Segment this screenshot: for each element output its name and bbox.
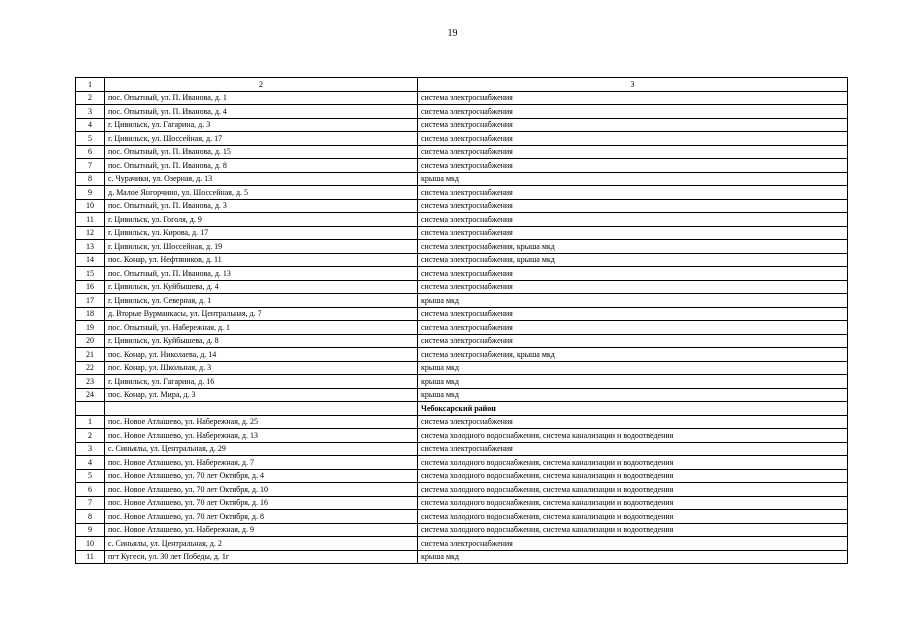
row-address: г. Цивильск, ул. Шоссейная, д. 19 <box>105 240 418 254</box>
table-row <box>76 375 848 389</box>
row-address: пос. Новое Атлашево, ул. 70 лет Октября, д. 4 <box>105 469 418 483</box>
row-system: система электроснабжения <box>418 442 848 456</box>
row-address: г. Цивильск, ул. Шоссейная, д. 17 <box>105 132 418 146</box>
table-row <box>76 550 848 564</box>
row-number: 5 <box>76 132 105 146</box>
page-number: 19 <box>447 28 458 39</box>
row-system: система электроснабжения <box>418 199 848 213</box>
table-row <box>76 496 848 510</box>
row-system: система электроснабжения <box>418 537 848 551</box>
table-row <box>76 226 848 240</box>
row-system: система электроснабжения <box>418 213 848 227</box>
row-system: крыша мкд <box>418 375 848 389</box>
table-row <box>76 213 848 227</box>
table-row <box>76 537 848 551</box>
row-number: 6 <box>76 483 105 497</box>
row-address: пос. Новое Атлашево, ул. Набережная, д. 7 <box>105 456 418 470</box>
row-address: пос. Опытный, ул. П. Иванова, д. 3 <box>105 199 418 213</box>
section-title: Чебоксарский район <box>418 402 848 416</box>
table-row <box>76 510 848 524</box>
row-system: крыша мкд <box>418 388 848 402</box>
column-header-address: 2 <box>105 78 418 92</box>
row-address: пос. Новое Атлашево, ул. Набережная, д. 13 <box>105 429 418 443</box>
row-number: 19 <box>76 321 105 335</box>
row-system: система электроснабжения <box>418 321 848 335</box>
row-number: 18 <box>76 307 105 321</box>
row-number: 9 <box>76 523 105 537</box>
row-system: система электроснабжения <box>418 145 848 159</box>
row-address: пос. Опытный, ул. П. Иванова, д. 15 <box>105 145 418 159</box>
row-number: 21 <box>76 348 105 362</box>
row-number: 1 <box>76 415 105 429</box>
row-system: система электроснабжения <box>418 105 848 119</box>
table-row <box>76 483 848 497</box>
row-address: г. Цивильск, ул. Гагарина, д. 3 <box>105 118 418 132</box>
row-address: пос. Конар, ул. Мира, д. 3 <box>105 388 418 402</box>
table-body <box>76 91 848 564</box>
row-address: пос. Новое Атлашево, ул. 70 лет Октября, д. 8 <box>105 510 418 524</box>
row-address: пгт Кугеси, ул. 30 лет Победы, д. 1г <box>105 550 418 564</box>
row-number: 8 <box>76 510 105 524</box>
row-address: г. Цивильск, ул. Гагарина, д. 16 <box>105 375 418 389</box>
row-system: система холодного водоснабжения, система канализации и водоотведения <box>418 456 848 470</box>
row-number: 15 <box>76 267 105 281</box>
row-system: система электроснабжения <box>418 415 848 429</box>
table-row <box>76 361 848 375</box>
row-system: система электроснабжения, крыша мкд <box>418 348 848 362</box>
row-address: пос. Новое Атлашево, ул. Набережная, д. 9 <box>105 523 418 537</box>
row-system: система электроснабжения <box>418 91 848 105</box>
row-number: 4 <box>76 456 105 470</box>
row-system: система холодного водоснабжения, система канализации и водоотведения <box>418 496 848 510</box>
row-number: 23 <box>76 375 105 389</box>
table-row <box>76 469 848 483</box>
table-row <box>76 253 848 267</box>
row-number: 24 <box>76 388 105 402</box>
row-number: 11 <box>76 213 105 227</box>
row-system: система холодного водоснабжения, система канализации и водоотведения <box>418 483 848 497</box>
table-row <box>76 415 848 429</box>
row-number: 8 <box>76 172 105 186</box>
row-address: пос. Опытный, ул. П. Иванова, д. 1 <box>105 91 418 105</box>
table-row <box>76 388 848 402</box>
section-row <box>76 402 848 416</box>
row-number: 6 <box>76 145 105 159</box>
row-address: г. Цивильск, ул. Кирова, д. 17 <box>105 226 418 240</box>
row-system: система электроснабжения <box>418 132 848 146</box>
table-row <box>76 145 848 159</box>
row-system: система холодного водоснабжения, система канализации и водоотведения <box>418 429 848 443</box>
row-address: д. Малое Янгорчино, ул. Шоссейная, д. 5 <box>105 186 418 200</box>
row-system: крыша мкд <box>418 294 848 308</box>
row-number: 12 <box>76 226 105 240</box>
table-row <box>76 442 848 456</box>
row-address: с. Синьялы, ул. Центральная, д. 2 <box>105 537 418 551</box>
row-address: пос. Новое Атлашево, ул. 70 лет Октября, д. 10 <box>105 483 418 497</box>
row-system: система электроснабжения, крыша мкд <box>418 253 848 267</box>
table-row <box>76 307 848 321</box>
row-address: пос. Конар, ул. Нефтяников, д. 11 <box>105 253 418 267</box>
row-address: г. Цивильск, ул. Северная, д. 1 <box>105 294 418 308</box>
row-number: 20 <box>76 334 105 348</box>
table-row <box>76 294 848 308</box>
table-row <box>76 523 848 537</box>
table-header-row <box>76 78 848 92</box>
row-address: пос. Опытный, ул. П. Иванова, д. 4 <box>105 105 418 119</box>
table-row <box>76 105 848 119</box>
row-number: 11 <box>76 550 105 564</box>
table-row <box>76 334 848 348</box>
row-address: г. Цивильск, ул. Гоголя, д. 9 <box>105 213 418 227</box>
table-row <box>76 159 848 173</box>
table-row <box>76 280 848 294</box>
row-system: система электроснабжения <box>418 280 848 294</box>
row-system: система электроснабжения <box>418 307 848 321</box>
row-number: 9 <box>76 186 105 200</box>
table-row <box>76 172 848 186</box>
table-row <box>76 186 848 200</box>
row-number: 10 <box>76 537 105 551</box>
row-number: 7 <box>76 159 105 173</box>
section-empty-cell <box>76 402 105 416</box>
row-system: система холодного водоснабжения, система канализации и водоотведения <box>418 523 848 537</box>
table-row <box>76 348 848 362</box>
table-row <box>76 267 848 281</box>
column-header-number: 1 <box>76 78 105 92</box>
row-address: пос. Опытный, ул. Набережная, д. 1 <box>105 321 418 335</box>
row-system: система электроснабжения <box>418 118 848 132</box>
row-number: 7 <box>76 496 105 510</box>
row-address: пос. Опытный, ул. П. Иванова, д. 8 <box>105 159 418 173</box>
row-address: с. Чурачики, ул. Озерная, д. 13 <box>105 172 418 186</box>
register-table <box>75 77 848 564</box>
table-row <box>76 199 848 213</box>
row-system: система электроснабжения, крыша мкд <box>418 240 848 254</box>
table-row <box>76 118 848 132</box>
row-system: крыша мкд <box>418 361 848 375</box>
table-row <box>76 456 848 470</box>
row-system: система электроснабжения <box>418 226 848 240</box>
row-number: 3 <box>76 442 105 456</box>
row-system: система электроснабжения <box>418 267 848 281</box>
row-number: 13 <box>76 240 105 254</box>
row-number: 2 <box>76 429 105 443</box>
row-system: система электроснабжения <box>418 334 848 348</box>
row-number: 14 <box>76 253 105 267</box>
table-row <box>76 91 848 105</box>
row-number: 5 <box>76 469 105 483</box>
row-system: система холодного водоснабжения, система канализации и водоотведения <box>418 469 848 483</box>
column-header-system: 3 <box>418 78 848 92</box>
table-row <box>76 429 848 443</box>
table-row <box>76 321 848 335</box>
row-address: пос. Конар, ул. Школьная, д. 3 <box>105 361 418 375</box>
row-address: д. Вторые Вурманкасы, ул. Центральная, д. 7 <box>105 307 418 321</box>
row-system: система электроснабжения <box>418 186 848 200</box>
row-system: крыша мкд <box>418 550 848 564</box>
row-system: система электроснабжения <box>418 159 848 173</box>
row-address: г. Цивильск, ул. Куйбышева, д. 4 <box>105 280 418 294</box>
row-number: 2 <box>76 91 105 105</box>
table-row <box>76 240 848 254</box>
row-address: г. Цивильск, ул. Куйбышева, д. 8 <box>105 334 418 348</box>
row-number: 4 <box>76 118 105 132</box>
row-address: пос. Новое Атлашево, ул. 70 лет Октября, д. 16 <box>105 496 418 510</box>
row-system: крыша мкд <box>418 172 848 186</box>
row-system: система холодного водоснабжения, система канализации и водоотведения <box>418 510 848 524</box>
row-address: пос. Новое Атлашево, ул. Набережная, д. 25 <box>105 415 418 429</box>
row-number: 10 <box>76 199 105 213</box>
row-number: 16 <box>76 280 105 294</box>
row-address: пос. Опытный, ул. П. Иванова, д. 13 <box>105 267 418 281</box>
row-number: 3 <box>76 105 105 119</box>
section-empty-cell <box>105 402 418 416</box>
row-number: 22 <box>76 361 105 375</box>
table-row <box>76 132 848 146</box>
row-address: пос. Конар, ул. Николаева, д. 14 <box>105 348 418 362</box>
row-address: с. Синьялы, ул. Центральная, д. 29 <box>105 442 418 456</box>
row-number: 17 <box>76 294 105 308</box>
